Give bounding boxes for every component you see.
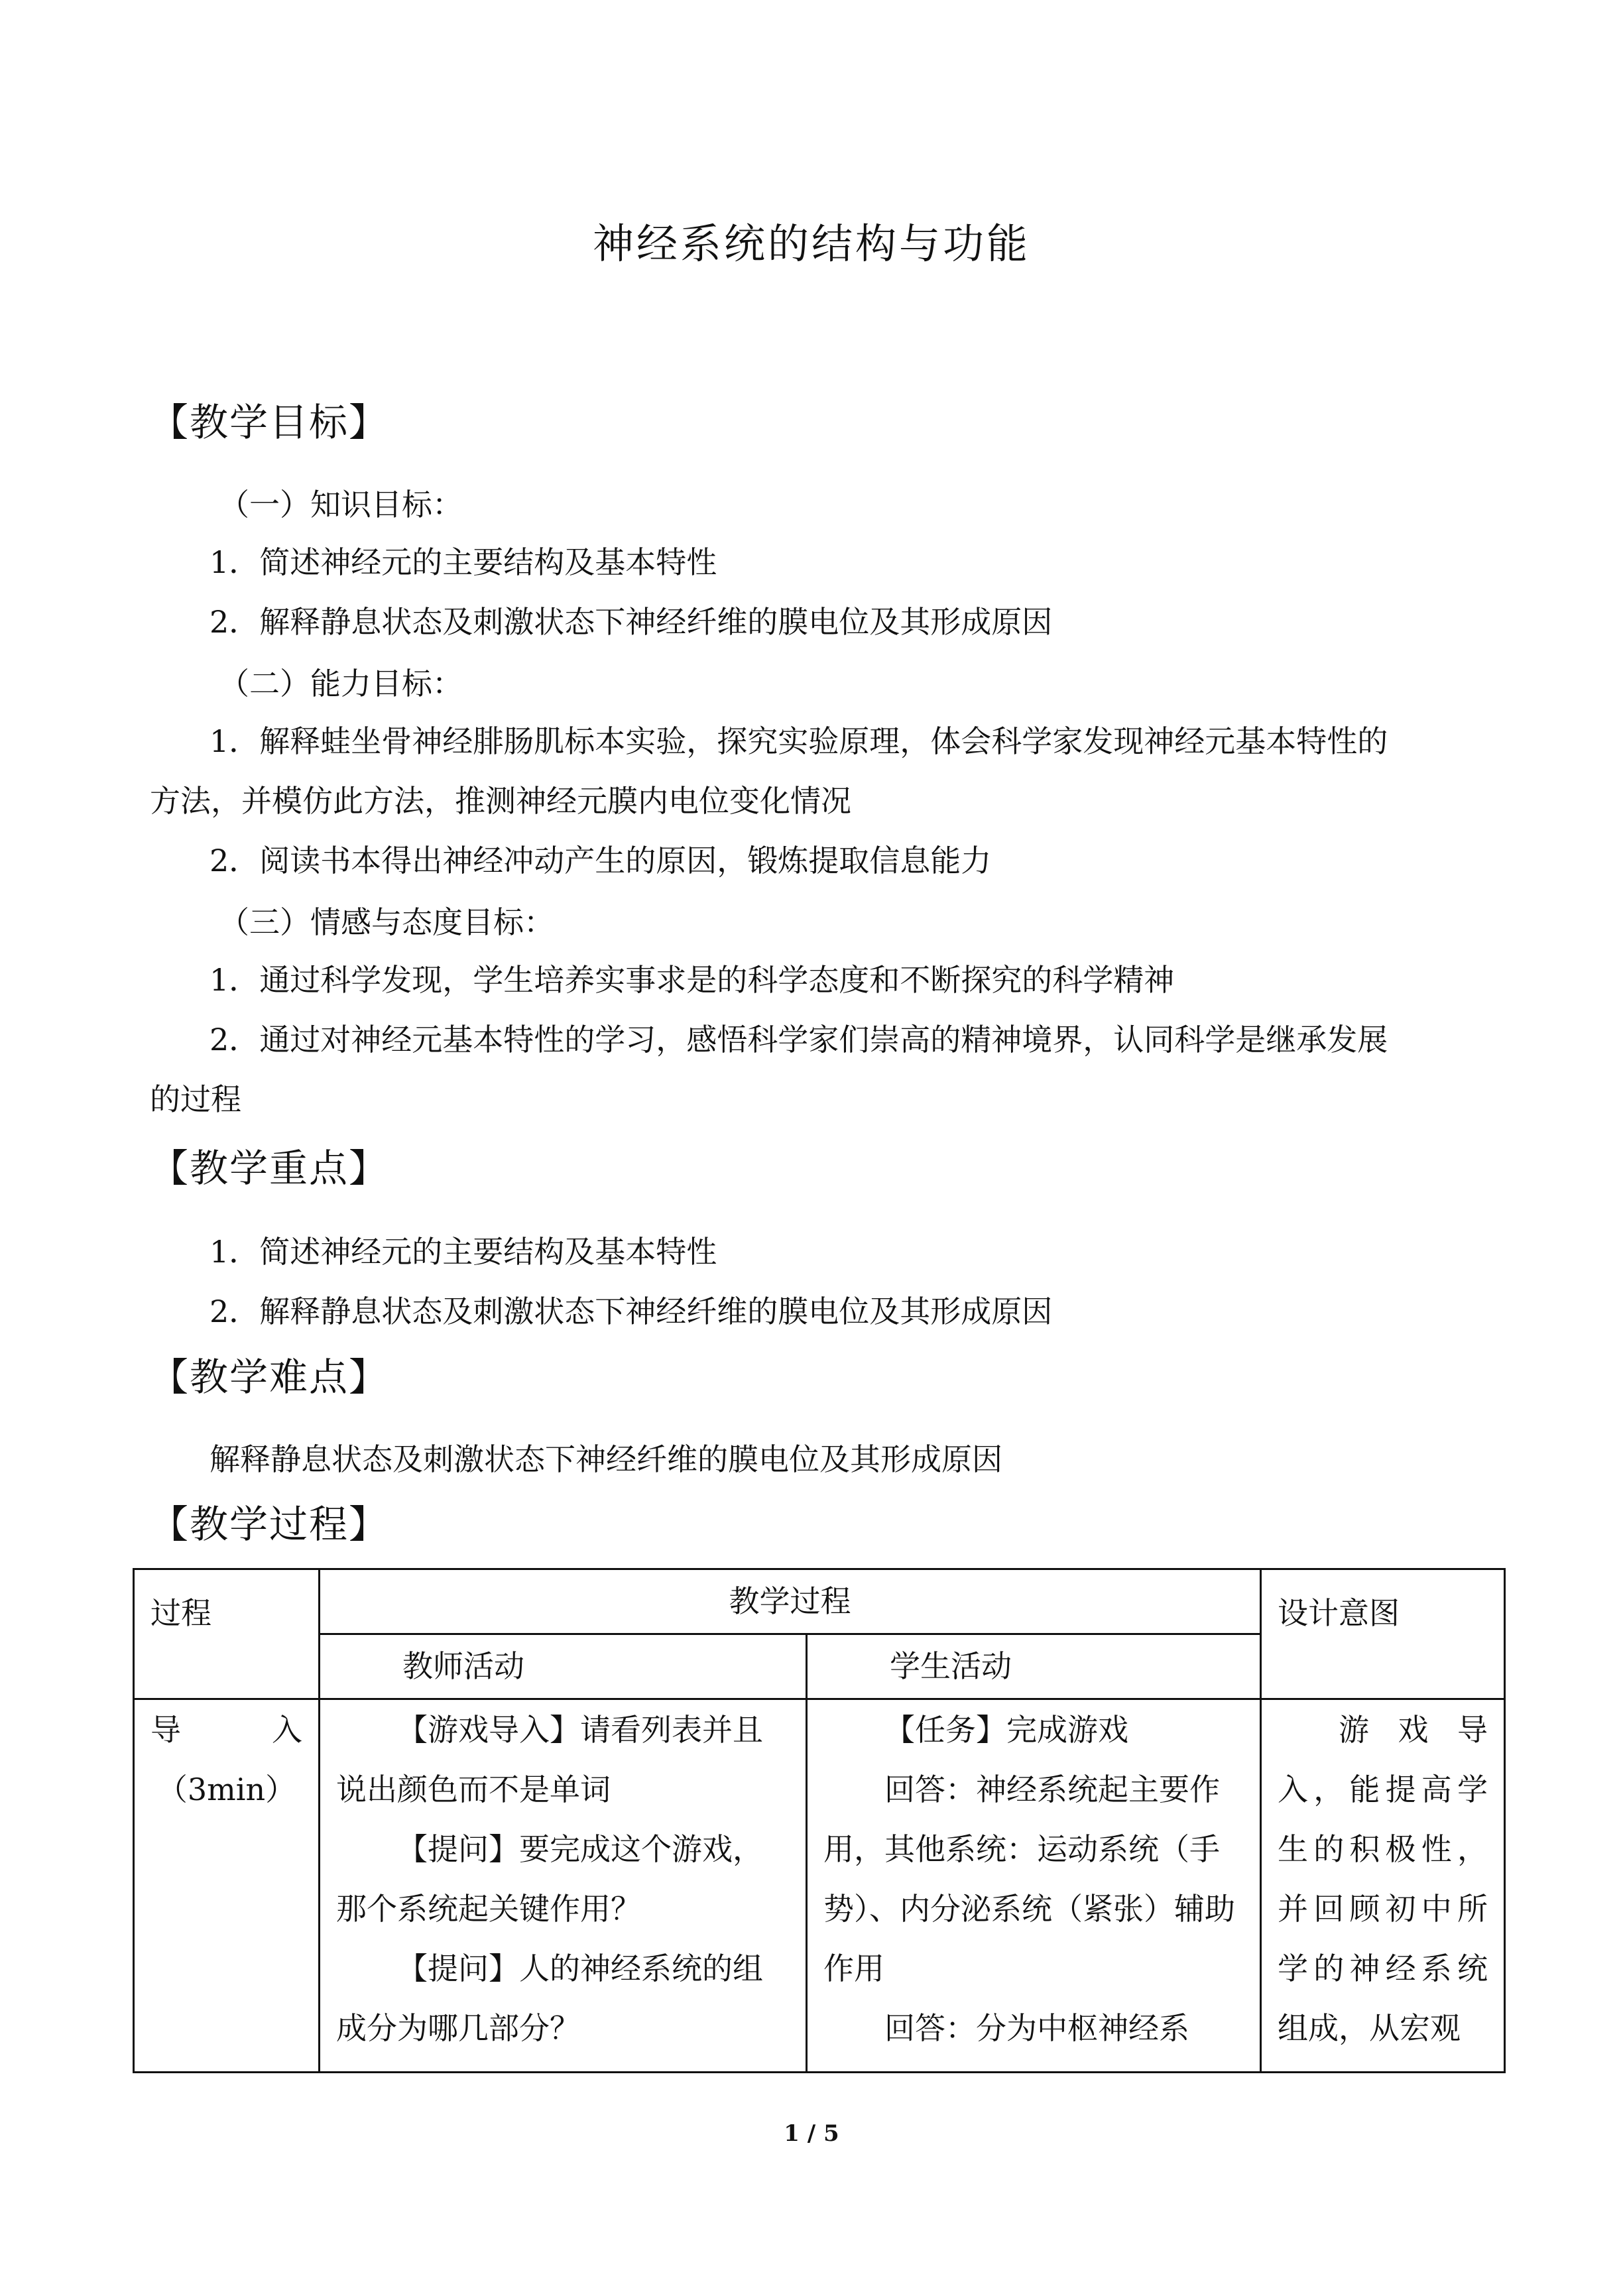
knowledge-item-1: 1．简述神经元的主要结构及基本特性 (210, 544, 717, 580)
header-student-activity: 学生活动 (890, 1648, 1012, 1684)
ability-objectives-heading: （二）能力目标： (219, 666, 463, 701)
header-teaching-cell (320, 1569, 1261, 1634)
student-activity-1: 【任务】完成游戏 (884, 1712, 1128, 1748)
teacher-activity-content (320, 1700, 806, 2071)
difficulty-item: 解释静息状态及刺激状态下神经纤维的膜电位及其形成原因 (210, 1441, 1002, 1477)
stage-label-a: 导 (150, 1712, 181, 1748)
teacher-activity-1: 【游戏导入】请看列表并且说出颜色而不是单词 (336, 1712, 763, 1807)
page-title: 神经系统的结构与功能 (592, 219, 1030, 268)
design-intent-cell (1261, 1699, 1505, 2073)
teacher-activity-2: 【提问】要完成这个游戏，那个系统起关键作用？ (336, 1831, 763, 1927)
teacher-activity-cell (320, 1699, 807, 2073)
header-teaching-process: 教学过程 (729, 1583, 851, 1619)
header-teacher-cell (320, 1634, 807, 1699)
key-points-heading: 【教学重点】 (150, 1146, 389, 1191)
page-number: 1 / 5 (784, 2120, 839, 2147)
header-design-intent: 设计意图 (1278, 1595, 1400, 1631)
student-activity-2: 回答：神经系统起主要作用，其他系统：运动系统（手势）、内分泌系统（紧张）辅助作用 (823, 1772, 1235, 1986)
process-heading: 【教学过程】 (150, 1502, 389, 1547)
table-header-row (134, 1569, 1505, 1634)
key-point-2: 2．解释静息状态及刺激状态下神经纤维的膜电位及其形成原因 (210, 1294, 1053, 1329)
objectives-heading: 【教学目标】 (150, 400, 389, 445)
header-process-cell (134, 1569, 320, 1699)
stage-content (135, 1700, 318, 1833)
student-activity-cell (807, 1699, 1261, 2073)
header-design-cell (1261, 1569, 1505, 1699)
emotion-item-1: 1．通过科学发现，学生培养实事求是的科学态度和不断探究的科学精神 (210, 962, 1175, 998)
design-intent-text: 游戏导入，能提高学生的积极性，并回顾初中所学的神经系统组成，从宏观 (1278, 1712, 1488, 2046)
header-process: 过程 (150, 1595, 211, 1631)
student-activity-content (808, 1700, 1260, 2063)
knowledge-item-2: 2．解释静息状态及刺激状态下神经纤维的膜电位及其形成原因 (210, 604, 1053, 640)
ability-item-1-line-1: 1．解释蛙坐骨神经腓肠肌标本实验，探究实验原理，体会科学家发现神经元基本特性的 (210, 723, 1388, 759)
knowledge-objectives-heading: （一）知识目标： (219, 487, 463, 522)
teacher-activity-3: 【提问】人的神经系统的组成分为哪几部分？ (336, 1951, 763, 2046)
stage-time: （3min） (156, 1772, 296, 1807)
header-teacher-activity: 教师活动 (402, 1648, 524, 1684)
emotion-item-2-line-2: 的过程 (150, 1081, 241, 1117)
emotion-item-2-line-1: 2．通过对神经元基本特性的学习，感悟科学家们崇高的精神境界，认同科学是继承发展 (210, 1022, 1388, 1057)
student-activity-3: 回答：分为中枢神经系 (884, 2010, 1189, 2046)
table-row (134, 1699, 1505, 2073)
stage-label (150, 1700, 302, 1760)
emotion-objectives-heading: （三）情感与态度目标： (219, 904, 554, 940)
stage-cell (134, 1699, 320, 2073)
key-point-1: 1．简述神经元的主要结构及基本特性 (210, 1234, 717, 1270)
stage-label-b: 入 (272, 1712, 302, 1748)
header-student-cell (807, 1634, 1261, 1699)
ability-item-2: 2．阅读书本得出神经冲动产生的原因，锻炼提取信息能力 (210, 843, 992, 878)
teaching-process-table (133, 1568, 1506, 2073)
difficulty-heading: 【教学难点】 (150, 1355, 389, 1400)
ability-item-1-line-2: 方法，并模仿此方法，推测神经元膜内电位变化情况 (150, 783, 851, 819)
